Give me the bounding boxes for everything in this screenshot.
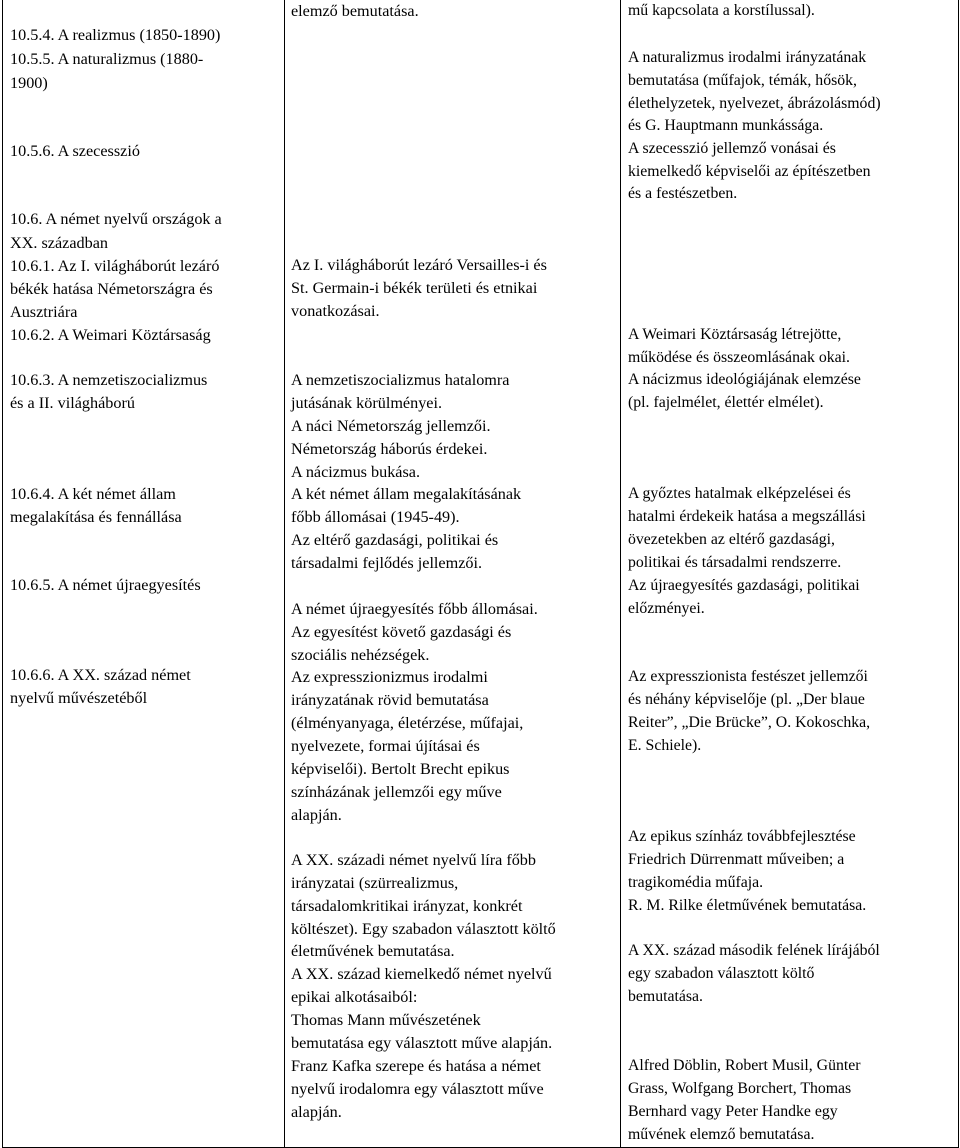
requirement-line: Az I. világháborút lezáró Versailles-i és bbox=[291, 256, 547, 274]
column-advanced bbox=[620, 0, 958, 1148]
requirement-line: Thomas Mann művészetének bbox=[291, 1011, 481, 1029]
advanced-line: működése és összeomlásának okai. bbox=[628, 349, 850, 366]
requirement-line: vonatkozásai. bbox=[291, 302, 380, 320]
topic-line: 10.6.2. A Weimari Köztársaság bbox=[10, 326, 211, 344]
advanced-line: Alfred Döblin, Robert Musil, Günter bbox=[628, 1057, 861, 1074]
topic-line: 1900) bbox=[10, 74, 48, 92]
requirement-line: főbb állomásai (1945-49). bbox=[291, 508, 460, 526]
column-requirements bbox=[284, 0, 620, 1148]
topic-line: és a II. világháború bbox=[10, 394, 135, 412]
requirement-line: irányzatának rövid bemutatása bbox=[291, 691, 489, 709]
advanced-line: A győztes hatalmak elképzelései és bbox=[628, 485, 851, 502]
requirement-line: képviselői). Bertolt Brecht epikus bbox=[291, 760, 510, 778]
advanced-line: A XX. század második felének lírájából bbox=[628, 942, 880, 959]
advanced-line: Bernhard vagy Peter Handke egy bbox=[628, 1103, 838, 1120]
advanced-line: kiemelkedő képviselői az építészetben bbox=[628, 163, 871, 180]
advanced-line: Az újraegyesítés gazdasági, politikai bbox=[628, 577, 860, 594]
topic-line: 10.6.5. A német újraegyesítés bbox=[10, 576, 201, 594]
requirement-line: bemutatása egy választott műve alapján. bbox=[291, 1034, 553, 1052]
requirement-line: társadalmi fejlődés jellemzői. bbox=[291, 554, 483, 572]
requirement-line: nyelvezete, formai újításai és bbox=[291, 737, 480, 755]
requirement-line: A XX. század kiemelkedő német nyelvű bbox=[291, 965, 552, 983]
topic-line: 10.6.3. A nemzetiszocializmus bbox=[10, 371, 208, 389]
topic-line: Ausztriára bbox=[10, 303, 78, 321]
requirement-line: (élményanyaga, életérzése, műfajai, bbox=[291, 714, 524, 732]
advanced-line: és G. Hauptmann munkássága. bbox=[628, 117, 824, 134]
advanced-line: R. M. Rilke életművének bemutatása. bbox=[628, 897, 867, 914]
advanced-line: A naturalizmus irodalmi irányzatának bbox=[628, 49, 867, 66]
requirement-line: A nácizmus bukása. bbox=[291, 463, 421, 481]
topic-line: 10.6.6. A XX. század német bbox=[10, 666, 191, 684]
requirement-line: alapján. bbox=[291, 1103, 342, 1121]
advanced-line: politikai és társadalmi rendszerre. bbox=[628, 554, 842, 571]
advanced-line: és a festészetben. bbox=[628, 185, 738, 202]
requirement-line: elemző bemutatása. bbox=[291, 2, 419, 20]
topic-line: 10.6.4. A két német állam bbox=[10, 485, 176, 503]
requirement-line: jutásának körülményei. bbox=[291, 394, 443, 412]
advanced-line: bemutatása. bbox=[628, 988, 704, 1005]
requirement-line: színházának jellemzői egy műve bbox=[291, 783, 502, 801]
requirement-line: Németország háborús érdekei. bbox=[291, 440, 488, 458]
advanced-line: művének elemző bemutatása. bbox=[628, 1126, 815, 1143]
advanced-line: (pl. fajelmélet, élettér elmélet). bbox=[628, 394, 824, 411]
topic-line: 10.6. A német nyelvű országok a bbox=[10, 210, 222, 228]
advanced-line: A Weimari Köztársaság létrejötte, bbox=[628, 326, 842, 343]
advanced-line: övezetekben az eltérő gazdasági, bbox=[628, 531, 835, 548]
requirement-line: A náci Németország jellemzői. bbox=[291, 417, 491, 435]
advanced-line: mű kapcsolata a korstílussal). bbox=[628, 2, 815, 19]
requirement-line: A német újraegyesítés főbb állomásai. bbox=[291, 600, 538, 618]
topic-line: megalakítása és fennállása bbox=[10, 508, 182, 526]
advanced-line: hatalmi érdekeik hatása a megszállási bbox=[628, 508, 866, 525]
advanced-line: bemutatása (műfajok, témák, hősök, bbox=[628, 72, 857, 89]
topic-line: 10.5.6. A szecesszió bbox=[10, 142, 140, 160]
advanced-line: Az epikus színház továbbfejlesztése bbox=[628, 828, 856, 845]
advanced-line: élethelyzetek, nyelvezet, ábrázolásmód) bbox=[628, 95, 881, 112]
topic-line: 10.6.1. Az I. világháborút lezáró bbox=[10, 257, 220, 275]
requirement-line: A nemzetiszocializmus hatalomra bbox=[291, 371, 510, 389]
topic-line: békék hatása Németországra és bbox=[10, 280, 213, 298]
requirement-line: irányzatai (szürrealizmus, bbox=[291, 874, 459, 892]
column-topics bbox=[0, 0, 284, 1148]
topic-line: nyelvű művészetéből bbox=[10, 689, 148, 707]
topic-line: XX. században bbox=[10, 234, 108, 252]
advanced-line: tragikomédia műfaja. bbox=[628, 874, 764, 891]
requirement-line: szociális nehézségek. bbox=[291, 646, 430, 664]
requirement-line: St. Germain-i békék területi és etnikai bbox=[291, 279, 538, 297]
topic-line: 10.5.5. A naturalizmus (1880- bbox=[10, 50, 204, 68]
requirement-line: Franz Kafka szerepe és hatása a német bbox=[291, 1057, 541, 1075]
table-border-right bbox=[958, 0, 959, 1148]
advanced-line: és néhány képviselője (pl. „Der blaue bbox=[628, 691, 865, 708]
advanced-line: Az expresszionista festészet jellemzői bbox=[628, 668, 868, 685]
requirement-line: A két német állam megalakításának bbox=[291, 485, 522, 503]
advanced-line: A szecesszió jellemző vonásai és bbox=[628, 140, 836, 157]
requirement-line: Az expresszionizmus irodalmi bbox=[291, 668, 488, 686]
advanced-line: egy szabadon választott költő bbox=[628, 965, 815, 982]
requirement-line: Az egyesítést követő gazdasági és bbox=[291, 623, 512, 641]
requirement-line: A XX. századi német nyelvű líra főbb bbox=[291, 851, 536, 869]
topic-line: 10.5.4. A realizmus (1850-1890) bbox=[10, 26, 221, 44]
requirement-line: alapján. bbox=[291, 806, 342, 824]
advanced-line: A nácizmus ideológiájának elemzése bbox=[628, 371, 861, 388]
requirement-line: társadalomkritikai irányzat, konkrét bbox=[291, 897, 523, 915]
advanced-line: E. Schiele). bbox=[628, 737, 702, 754]
requirement-line: nyelvű irodalomra egy választott műve bbox=[291, 1080, 544, 1098]
advanced-line: Friedrich Dürrenmatt műveiben; a bbox=[628, 851, 845, 868]
requirement-line: Az eltérő gazdasági, politikai és bbox=[291, 531, 499, 549]
advanced-line: Reiter”, „Die Brücke”, O. Kokoschka, bbox=[628, 714, 871, 731]
requirement-line: költészet). Egy szabadon választott költő bbox=[291, 920, 556, 938]
advanced-line: Grass, Wolfgang Borchert, Thomas bbox=[628, 1080, 852, 1097]
advanced-line: előzményei. bbox=[628, 600, 705, 617]
requirement-line: epikai alkotásaiból: bbox=[291, 988, 418, 1006]
requirement-line: életművének bemutatása. bbox=[291, 942, 455, 960]
